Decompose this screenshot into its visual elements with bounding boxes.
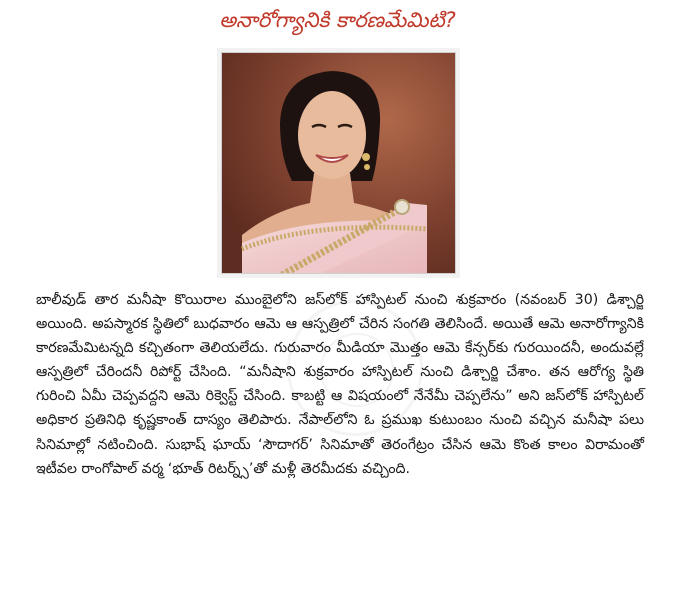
article-photo <box>221 52 456 274</box>
article-body <box>36 288 644 481</box>
page-title: అనారోగ్యానికి కారణమేమిటి? <box>219 8 456 32</box>
article-paragraph: బాలీవుడ్ తార మనీషా కొయిరాల ముంబైలోని జస్‌లోక్ హాస్పిటల్ నుంచి శుక్రవారం (నవంబర్ 30) డిశ్చార్జి అయింది. అపస్మారక స్థితిలో బుధవారం ఆమె ఆ ఆస్పత్రిలో చేరిన సంగతి తెలిసిందే. అయితే ఆమె అనారోగ్యానికి కారణమేమిటన్నది కచ్చితంగా తెలియలేదు. గురువారం మీడియా మొత్తం ఆమె కేన్సర్‌కు గురయిందనీ, అందువల్లే ఆస్పత్రిలో చేరిందనీ రిపోర్ట్ చేసింది. “మనీషాని శుక్రవారం హాస్పిటల్ నుంచి డిశ్చార్జి చేశాం. తన ఆరోగ్య స్థితి గురించి ఏమీ చెప్పవద్దని ఆమె రిక్వెస్ట్ చేసింది. కాబట్టి ఆ విషయంలో నేనేమీ చెప్పలేను” అని జస్‌లోక్ హాస్పిటల్ అధికార ప్రతినిధి కృష్ణకాంత్ దాస్యం తెలిపారు. నేపాల్‌లోని ఓ ప్రముఖ కుటుంబం నుంచి వచ్చిన మనీషా పలు సినిమాల్లో నటించింది. సుభాష్ ఘాయ్ ‘సౌదాగర్’ సినిమాతో తెరంగేట్రం చేసిన ఆమె కొంత కాలం విరామంతో ఇటీవల రాంగోపాల్ వర్మ ‘భూత్ రిటర్న్స్’తో మళ్లీ తెరమీదకు వచ్చింది. <box>36 292 644 477</box>
